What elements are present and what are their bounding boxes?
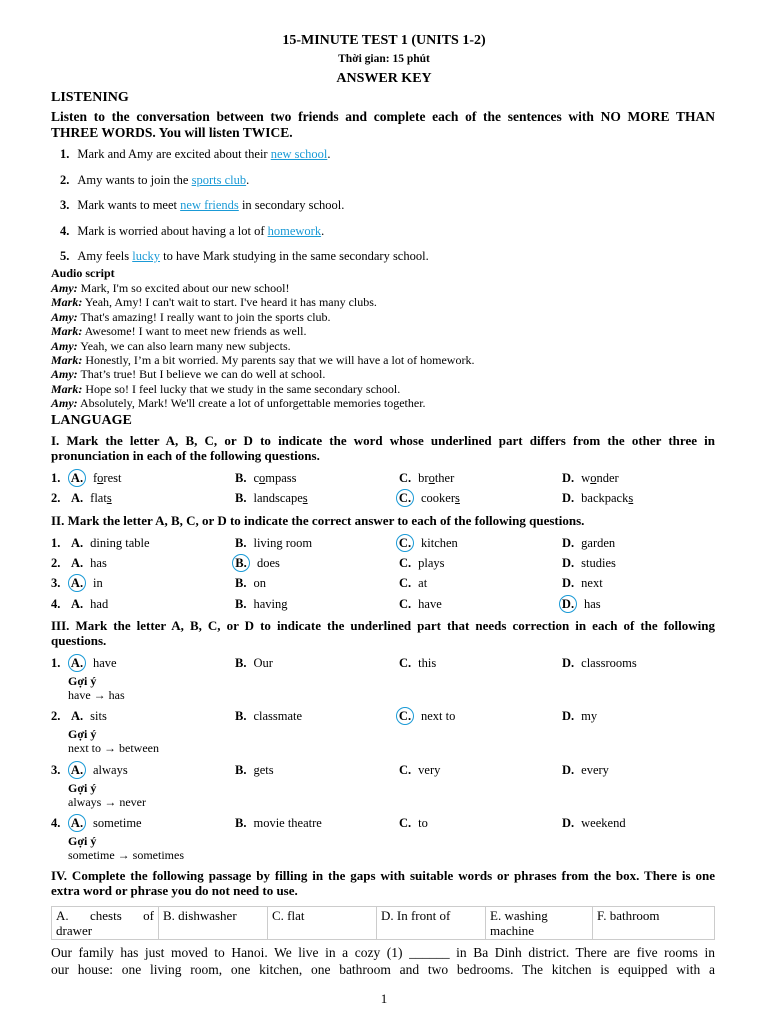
- question-row: [51, 471, 731, 489]
- underlined-part: s: [455, 491, 460, 505]
- option-letter: A.: [71, 709, 84, 723]
- question-text: Mark is worried about having a lot of: [77, 224, 268, 238]
- option-letter: C.: [399, 816, 412, 830]
- option-word: next: [581, 576, 603, 590]
- answer-option[interactable]: [399, 709, 455, 725]
- answer-option[interactable]: [562, 556, 616, 571]
- script-text: Absolutely, Mark! We'll create a lot of unforgettable memories together.: [77, 396, 426, 411]
- listening-question: [60, 249, 429, 264]
- option-word: have: [93, 656, 117, 670]
- option-letter: B.: [235, 597, 247, 611]
- option-letter: A.: [71, 556, 84, 570]
- speaker-name: Mark:: [51, 381, 83, 396]
- question-number: 2.: [51, 491, 61, 505]
- passage-line1: Our family has just moved to Hanoi. We live in a cozy (1) ______ in Ba Dinh district. There are five rooms in: [51, 945, 715, 960]
- answer-option[interactable]: [399, 491, 460, 507]
- script-text: That’s true! But I believe we can do well at school.: [77, 367, 326, 382]
- script-text: Yeah, Amy! I can't wait to start. I've heard it has many clubs.: [82, 295, 377, 310]
- option-word: garden: [581, 536, 616, 550]
- underlined-part: s: [628, 491, 634, 505]
- question-text: Mark wants to meet: [77, 198, 181, 212]
- speaker-name: Amy:: [51, 281, 78, 295]
- answer-circle: A.: [68, 469, 86, 487]
- option-letter: D.: [562, 816, 575, 830]
- answer-circle: C.: [396, 489, 414, 507]
- script-text: Mark, I'm so excited about our new school!: [77, 281, 290, 295]
- answer-option[interactable]: [399, 656, 436, 671]
- word-box: [51, 906, 715, 940]
- option-letter: B.: [235, 536, 247, 550]
- script-line: [51, 295, 377, 309]
- question-row: [51, 656, 731, 674]
- answer-link[interactable]: sports club: [191, 173, 247, 187]
- option-word: in: [93, 576, 103, 590]
- question-number: 2.: [51, 709, 61, 723]
- question-number: 3.: [51, 763, 61, 777]
- question-number: 4.: [60, 224, 70, 238]
- option-letter: D.: [562, 471, 575, 485]
- option-word: had: [90, 597, 109, 611]
- hint-text: have → has: [68, 688, 125, 702]
- question-number: 3.: [60, 198, 70, 212]
- option-letter: B.: [235, 491, 247, 505]
- answer-option[interactable]: [71, 536, 150, 551]
- answer-option[interactable]: [562, 656, 637, 671]
- option-word: wonder: [581, 471, 619, 485]
- option-word: my: [581, 709, 598, 723]
- answer-option[interactable]: [562, 816, 626, 831]
- answer-option[interactable]: [235, 656, 273, 671]
- hint-block: [68, 727, 159, 755]
- question-text: .: [321, 224, 325, 238]
- listening-question: [60, 224, 324, 239]
- option-word: kitchen: [421, 536, 458, 550]
- option-word: at: [418, 576, 428, 590]
- option-word: weekend: [581, 816, 626, 830]
- answer-circle: A.: [68, 574, 86, 592]
- answer-option[interactable]: [71, 709, 107, 724]
- option-letter: C.: [399, 576, 412, 590]
- hint-block: [68, 781, 146, 809]
- listening-instruction-line2: THREE WORDS. You will listen TWICE.: [51, 125, 293, 140]
- answer-key-title: ANSWER KEY: [336, 71, 432, 86]
- option-letter: B.: [235, 471, 247, 485]
- answer-circle: C.: [396, 534, 414, 552]
- option-word: brother: [418, 471, 455, 485]
- test-title: 15-MINUTE TEST 1 (UNITS 1-2): [282, 33, 486, 48]
- option-letter: A.: [71, 491, 84, 505]
- option-word: having: [253, 597, 288, 611]
- option-letter: C.: [399, 471, 412, 485]
- question-number: 1.: [60, 147, 70, 161]
- script-line: [51, 324, 307, 338]
- answer-option[interactable]: [71, 576, 103, 592]
- question-row: [51, 576, 731, 594]
- hint-label: Gợi ý: [68, 727, 97, 741]
- question-text: Amy feels: [77, 249, 133, 263]
- option-letter: A.: [71, 597, 84, 611]
- answer-option[interactable]: [399, 763, 440, 778]
- passage-line2: our house: one living room, one kitchen, one bathroom and two bedrooms. The kitchen is equipped with a: [51, 962, 715, 977]
- option-letter: D.: [562, 536, 575, 550]
- test-time: Thời gian: 15 phút: [338, 53, 430, 65]
- option-word: have: [418, 597, 442, 611]
- answer-option[interactable]: [71, 656, 117, 672]
- option-letter: B.: [235, 576, 247, 590]
- option-letter: [235, 556, 250, 572]
- script-text: Yeah, we can also learn many new subjects.: [77, 338, 291, 353]
- question-row: [51, 536, 731, 554]
- answer-link[interactable]: new school: [270, 147, 328, 161]
- answer-option[interactable]: [235, 763, 274, 778]
- language-heading: LANGUAGE: [51, 413, 132, 428]
- answer-circle: A.: [68, 654, 86, 672]
- answer-link[interactable]: lucky: [132, 249, 161, 263]
- hint-text: always → never: [68, 795, 146, 809]
- answer-option[interactable]: [562, 763, 609, 778]
- speaker-name: Mark:: [51, 324, 83, 339]
- part3-instruction-line2: questions.: [51, 633, 107, 648]
- question-number: 1.: [51, 471, 61, 485]
- option-word: dining table: [90, 536, 150, 550]
- script-line: [51, 367, 325, 381]
- question-row: [51, 556, 731, 574]
- answer-option[interactable]: [562, 597, 601, 613]
- page-number: 1: [380, 991, 388, 1006]
- answer-option[interactable]: [562, 471, 619, 486]
- answer-link[interactable]: new friends: [180, 198, 239, 212]
- audio-script-heading: Audio script: [51, 266, 115, 280]
- option-letter: [71, 816, 86, 832]
- underlined-part: s: [302, 491, 308, 505]
- option-word: this: [418, 656, 437, 670]
- question-text: in secondary school.: [238, 198, 345, 212]
- speaker-name: Mark:: [51, 353, 83, 367]
- option-letter: [71, 576, 86, 592]
- option-word: does: [257, 556, 280, 570]
- answer-circle: C.: [396, 707, 414, 725]
- option-letter: C.: [399, 556, 412, 570]
- speaker-name: Mark:: [51, 295, 83, 310]
- underlined-part: o: [428, 471, 435, 485]
- answer-option[interactable]: [235, 816, 322, 831]
- question-row: [51, 763, 731, 781]
- option-letter: [71, 656, 86, 672]
- listening-instruction-line1: Listen to the conversation between two friends and complete each of the sentences with NO MORE THAN: [51, 109, 715, 124]
- listening-heading: LISTENING: [51, 90, 129, 105]
- script-text: Awesome! I want to meet new friends as well.: [82, 324, 307, 339]
- answer-option[interactable]: [71, 556, 107, 571]
- speaker-name: Amy:: [51, 396, 78, 411]
- option-word: movie theatre: [253, 816, 322, 830]
- question-row: [51, 709, 731, 727]
- question-text: Amy wants to join the: [77, 173, 192, 187]
- answer-circle: D.: [559, 595, 577, 613]
- underlined-part: o: [590, 471, 597, 485]
- option-letter: B.: [235, 763, 247, 777]
- option-word: next to: [421, 709, 456, 723]
- listening-question: [60, 198, 344, 213]
- answer-option[interactable]: [235, 536, 312, 551]
- answer-option[interactable]: [562, 536, 615, 551]
- option-letter: D.: [562, 491, 575, 505]
- option-word: studies: [581, 556, 616, 570]
- option-word: compass: [253, 471, 297, 485]
- option-letter: [399, 709, 414, 725]
- option-word: has: [584, 597, 601, 611]
- option-word: cookers: [421, 491, 460, 505]
- option-letter: [399, 491, 414, 507]
- answer-option[interactable]: [562, 491, 633, 506]
- answer-option[interactable]: [399, 576, 427, 591]
- hint-text: sometime → sometimes: [68, 848, 184, 862]
- answer-option[interactable]: [399, 471, 454, 486]
- script-text: That's amazing! I really want to join the sports club.: [77, 309, 331, 324]
- script-line: [51, 396, 426, 410]
- option-word: Our: [253, 656, 273, 670]
- option-word: classrooms: [581, 656, 637, 670]
- answer-option[interactable]: [235, 597, 288, 612]
- answer-option[interactable]: [71, 471, 121, 487]
- answer-option[interactable]: [71, 763, 128, 779]
- listening-question: [60, 147, 330, 162]
- option-word: plays: [418, 556, 445, 570]
- question-text: .: [327, 147, 331, 161]
- answer-option[interactable]: [562, 709, 597, 724]
- option-letter: D.: [562, 709, 575, 723]
- script-line: [51, 353, 474, 367]
- option-word: flats: [90, 491, 112, 505]
- option-letter: B.: [235, 816, 247, 830]
- script-text: Hope so! I feel lucky that we study in the same secondary school.: [82, 381, 401, 396]
- question-number: 5.: [60, 249, 70, 263]
- option-word: landscapes: [253, 491, 308, 505]
- option-word: gets: [253, 763, 274, 777]
- script-line: [51, 281, 289, 295]
- speaker-name: Amy:: [51, 309, 78, 324]
- script-line: [51, 310, 331, 324]
- answer-option[interactable]: [399, 556, 445, 571]
- question-number: 4.: [51, 597, 61, 611]
- word-box-cell: D. In front of: [377, 907, 486, 940]
- answer-option[interactable]: [235, 491, 308, 506]
- listening-question: [60, 173, 249, 188]
- option-letter: B.: [235, 709, 247, 723]
- question-number: 1.: [51, 656, 61, 670]
- option-word: backpacks: [581, 491, 634, 505]
- option-letter: C.: [399, 763, 412, 777]
- question-row: [51, 816, 731, 834]
- question-row: [51, 491, 731, 509]
- question-text: to have Mark studying in the same secondary school.: [160, 249, 429, 263]
- answer-option[interactable]: [399, 597, 442, 612]
- option-letter: B.: [235, 656, 247, 670]
- option-word: on: [253, 576, 266, 590]
- answer-option[interactable]: [235, 709, 302, 724]
- speaker-name: Amy:: [51, 338, 78, 353]
- script-line: [51, 382, 400, 396]
- option-word: living room: [253, 536, 313, 550]
- option-letter: C.: [399, 656, 412, 670]
- answer-link[interactable]: homework: [267, 224, 322, 238]
- option-letter: [71, 471, 86, 487]
- word-box-cell: E. washing machine: [486, 907, 593, 940]
- question-number: 4.: [51, 816, 61, 830]
- option-letter: A.: [71, 536, 84, 550]
- answer-circle: A.: [68, 814, 86, 832]
- question-number: 1.: [51, 536, 61, 550]
- script-line: [51, 339, 291, 353]
- option-word: very: [418, 763, 441, 777]
- answer-option[interactable]: [235, 471, 297, 486]
- answer-option[interactable]: [71, 597, 108, 612]
- word-box-cell: F. bathroom: [593, 907, 715, 940]
- word-box-cell: C. flat: [268, 907, 377, 940]
- hint-label: Gợi ý: [68, 834, 97, 848]
- answer-option[interactable]: [562, 576, 603, 591]
- question-number: 3.: [51, 576, 61, 590]
- option-word: classmate: [253, 709, 303, 723]
- answer-option[interactable]: [399, 816, 428, 831]
- word-box-cell: A. chests of drawer: [52, 907, 159, 940]
- option-word: has: [90, 556, 107, 570]
- option-word: every: [581, 763, 609, 777]
- speaker-name: Amy:: [51, 367, 78, 382]
- question-text: Mark and Amy are excited about their: [77, 147, 271, 161]
- underlined-part: o: [97, 471, 104, 485]
- option-word: always: [93, 763, 128, 777]
- answer-circle: A.: [68, 761, 86, 779]
- hint-block: [68, 674, 125, 702]
- part4-instruction-line1: IV. Complete the following passage by filling in the gaps with suitable words or phrases from the box. There is one: [51, 868, 715, 883]
- option-letter: C.: [399, 597, 412, 611]
- option-letter: [562, 597, 577, 613]
- option-word: sits: [90, 709, 107, 723]
- hint-text: next to → between: [68, 741, 159, 755]
- question-row: [51, 597, 731, 615]
- option-word: to: [418, 816, 428, 830]
- answer-option[interactable]: [399, 536, 458, 552]
- question-number: 2.: [60, 173, 70, 187]
- question-text: .: [246, 173, 250, 187]
- answer-option[interactable]: [235, 556, 280, 572]
- answer-option[interactable]: [71, 491, 112, 506]
- part1-instruction-line1: I. Mark the letter A, B, C, or D to indicate the word whose underlined part differs from the other three in: [51, 433, 715, 448]
- option-letter: D.: [562, 763, 575, 777]
- underlined-part: s: [106, 491, 112, 505]
- script-text: Honestly, I’m a bit worried. My parents say that we will have a lot of homework.: [82, 353, 475, 367]
- option-letter: D.: [562, 656, 575, 670]
- answer-option[interactable]: [235, 576, 266, 591]
- option-word: sometime: [93, 816, 142, 830]
- hint-block: [68, 834, 184, 862]
- part3-instruction-line1: III. Mark the letter A, B, C, or D to indicate the underlined part that needs correction in each of the following: [51, 618, 715, 633]
- option-letter: D.: [562, 576, 575, 590]
- part4-instruction-line2: extra word or phrase you do not need to use.: [51, 883, 298, 898]
- option-letter: D.: [562, 556, 575, 570]
- hint-label: Gợi ý: [68, 781, 97, 795]
- part1-instruction-line2: pronunciation in each of the following questions.: [51, 448, 320, 463]
- hint-label: Gợi ý: [68, 674, 97, 688]
- answer-option[interactable]: [71, 816, 142, 832]
- option-letter: [71, 763, 86, 779]
- option-letter: [399, 536, 414, 552]
- underlined-part: o: [259, 471, 266, 485]
- option-word: forest: [93, 471, 122, 485]
- word-box-cell: B. dishwasher: [159, 907, 268, 940]
- part2-instruction: II. Mark the letter A, B, C, or D to indicate the correct answer to each of the following questions.: [51, 513, 585, 528]
- answer-circle: B.: [232, 554, 250, 572]
- question-number: 2.: [51, 556, 61, 570]
